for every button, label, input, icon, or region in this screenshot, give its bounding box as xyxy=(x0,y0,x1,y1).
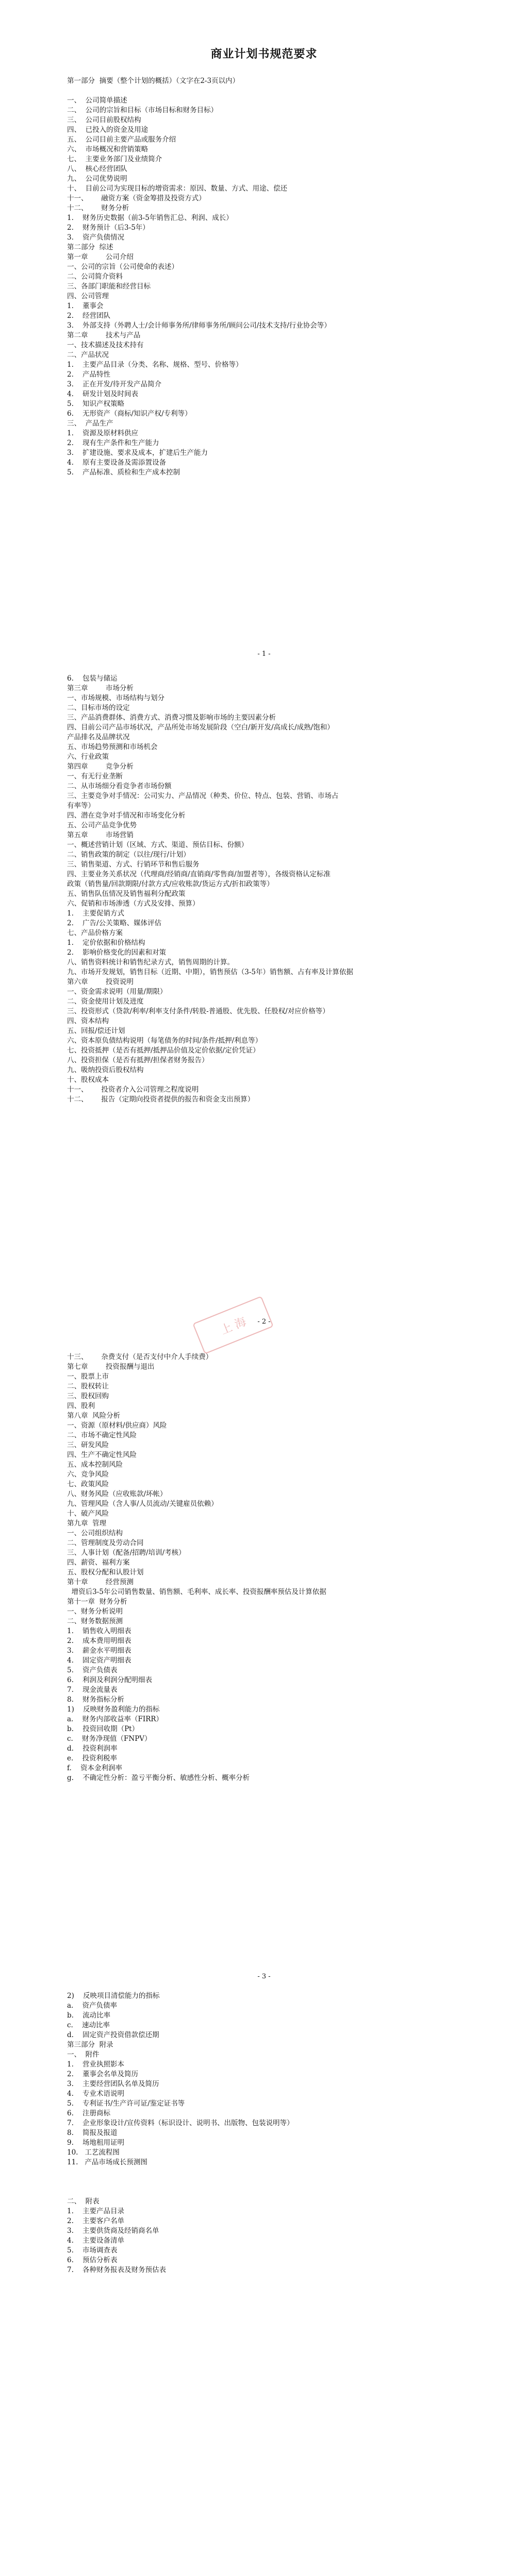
text-line: 四、公司管理 xyxy=(67,292,109,300)
text-line: 七、政策风险 xyxy=(67,1480,109,1488)
text-line: 第十章 经营预测 xyxy=(67,1578,134,1586)
text-line: 七、产品价格方案 xyxy=(67,929,123,937)
text-line: 第九章 管理 xyxy=(67,1519,107,1528)
text-line: 十、破产风险 xyxy=(67,1510,109,1518)
text-line: 3. 主要经营团队名单及简历 xyxy=(67,2080,159,2088)
text-line xyxy=(67,2187,490,2197)
text-line: 八、投资担保（是否有抵押/担保者财务报告） xyxy=(67,1056,209,1064)
text-line: g. 不确定性分析：盈亏平衡分析、敏感性分析、概率分析 xyxy=(67,1774,250,1782)
text-line: 四、主要业务关系状况（代理商/经销商/直销商/零售商/加盟者等），各级资格认定标准 xyxy=(67,870,331,878)
text-line: 八、 核心经营团队 xyxy=(67,165,127,173)
text-line: 4. 固定资产明细表 xyxy=(67,1656,131,1665)
stamp-watermark: 上 海 xyxy=(192,1296,273,1354)
text-line: 八、销售资料统计和销售纪录方式，销售周期的计算。 xyxy=(67,958,234,967)
text-line: 四、 已投入的资金及用途 xyxy=(67,126,148,134)
text-line: 1. 定价依据和价格结构 xyxy=(67,939,145,947)
text-line: 六、资本原负债结构说明（每笔债务的时间/条件/抵押/利息等） xyxy=(67,1037,262,1045)
text-line: 一、技术描述及技术持有 xyxy=(67,341,144,349)
text-line: 十一、 投资者介入公司管理之程度说明 xyxy=(67,1086,199,1094)
text-line: 第三部分 附录 xyxy=(67,2041,113,2049)
text-line: 1. 营业执照影本 xyxy=(67,2060,125,2069)
text-line: 4. 研发计划及时间表 xyxy=(67,390,139,398)
text-line: 第十一章 财务分析 xyxy=(67,1598,127,1606)
text-line: b. 投资回收期（Pt） xyxy=(67,1725,139,1733)
text-line: 二、资金使用计划及进度 xyxy=(67,997,144,1006)
text-line: 1. 主要产品目录 xyxy=(67,2207,125,2215)
text-line: 2. 成本费用明细表 xyxy=(67,1637,131,1645)
text-line: 五、回报/偿还计划 xyxy=(67,1027,125,1035)
text-line: 四、薪资、福利方案 xyxy=(67,1558,130,1567)
text-line: 一、 公司简单描述 xyxy=(67,96,127,105)
text-line: 3. 扩建设施、要求及成本，扩建后生产能力 xyxy=(67,449,208,457)
text-line: 第四章 竞争分析 xyxy=(67,762,134,771)
text-line: 一、 附件 xyxy=(67,2050,100,2059)
page-4-lines xyxy=(67,1991,490,2275)
page-number: - 3 - xyxy=(257,1973,271,1980)
text-line: 六、促销和市场渗透（方式及安排、预算） xyxy=(67,900,200,908)
text-line: b. 流动比率 xyxy=(67,2011,111,2020)
page-2 xyxy=(0,665,528,1332)
text-line: 一、财务分析说明 xyxy=(67,1607,123,1616)
text-line: 十、股权成本 xyxy=(67,1076,109,1084)
page-number: - 1 - xyxy=(257,650,271,658)
text-line: 九、市场开发规划，销售目标（近期、中期），销售预估（3-5年）销售额、占有率及计算依据 xyxy=(67,968,353,976)
text-line: 五、股权分配和认股计划 xyxy=(67,1568,144,1577)
text-line: 增资后3-5年公司销售数量、销售额、毛利率、成长率、投资报酬率预估及计算依据 xyxy=(67,1588,326,1596)
text-line: 十三、 杂费支付（是否支付中介人手续费） xyxy=(67,1353,213,1361)
text-line: 二、管理制度及劳动合同 xyxy=(67,1539,144,1547)
text-line: 五、公司产品竞争优势 xyxy=(67,821,137,829)
text-line: 二、财务数据预测 xyxy=(67,1617,123,1625)
text-line: 二、销售政策的制定（以往/现行/计划） xyxy=(67,851,190,859)
text-line: f. 资本金利润率 xyxy=(67,1764,122,1772)
text-line: 五、市场趋势预测和市场机会 xyxy=(67,743,158,751)
text-line: 6. 包装与储运 xyxy=(67,674,118,683)
text-line: 4. 专业术语说明 xyxy=(67,2090,125,2098)
text-line: 5. 资产负债表 xyxy=(67,1666,118,1674)
text-line: 有率等） xyxy=(67,802,95,810)
text-line: 七、 主要业务部门及业绩简介 xyxy=(67,155,162,163)
text-line: 第八章 风险分析 xyxy=(67,1412,121,1420)
text-line: 三、产品消费群体、消费方式、消费习惯及影响市场的主要因素分析 xyxy=(67,714,276,722)
text-line: 4. 主要设备清单 xyxy=(67,2236,125,2245)
text-line: 三、研发风险 xyxy=(67,1441,109,1449)
text-line: 2. 产品特性 xyxy=(67,370,111,379)
page-3 xyxy=(0,1332,528,1986)
text-line: 三、各部门职能和经营目标 xyxy=(67,282,151,291)
page-number: - 2 - xyxy=(257,1318,271,1326)
text-line: 七、投资抵押（是否有抵押/抵押品价值及定价依据/定价凭证） xyxy=(67,1046,260,1055)
page-1 xyxy=(0,0,528,665)
text-line: 三、销售渠道、方式、行销环节和售后服务 xyxy=(67,860,200,869)
text-line: 9. 场地租用证明 xyxy=(67,2139,125,2147)
text-line: 第二部分 综述 xyxy=(67,243,113,251)
text-line: 三、 公司目前股权结构 xyxy=(67,116,141,124)
text-line: 二、 公司的宗旨和目标（市场目标和财务目标） xyxy=(67,106,218,114)
text-line: 一、资金需求说明（用量/期限） xyxy=(67,988,167,996)
text-line: 第二章 技术与产品 xyxy=(67,331,141,340)
text-line: 5. 专利证书/生产许可证/鉴定证书等 xyxy=(67,2099,185,2108)
text-line: 二、产品状况 xyxy=(67,351,109,359)
text-line: 四、股利 xyxy=(67,1402,95,1410)
text-line: 九、 公司优势说明 xyxy=(67,175,127,183)
text-line: 2. 主要客户名单 xyxy=(67,2217,125,2225)
text-line: 2. 广告/公关策略、媒体评估 xyxy=(67,919,162,927)
text-line: 第三章 市场分析 xyxy=(67,684,134,692)
text-line: 九、管理风险（含人事/人员流动/关键雇员依赖） xyxy=(67,1500,218,1508)
text-line: 一、公司的宗旨（公司使命的表述） xyxy=(67,263,178,271)
text-line: a. 资产负债率 xyxy=(67,2002,118,2010)
text-line: 三、股权回购 xyxy=(67,1392,109,1400)
text-line: 3. 资产负债情况 xyxy=(67,233,125,242)
text-line: 10. 工艺流程图 xyxy=(67,2148,120,2157)
text-line: 2. 影响价格变化的因素和对策 xyxy=(67,948,167,957)
page-4 xyxy=(0,1986,528,2576)
text-line: 二、目标市场的设定 xyxy=(67,704,130,712)
text-line: 1. 主要产品目录（分类、名称、规格、型号、价格等） xyxy=(67,361,243,369)
text-line: 第一章 公司介绍 xyxy=(67,253,134,261)
text-line xyxy=(67,2167,490,2177)
text-line: 2. 现有生产条件和生产能力 xyxy=(67,439,159,447)
text-line: 五、 公司目前主要产品或服务介绍 xyxy=(67,135,176,144)
text-line: 二、公司简介资料 xyxy=(67,273,123,281)
text-line: 五、销售队伍情况及销售福利分配政策 xyxy=(67,890,186,898)
text-line: 二、股权转让 xyxy=(67,1382,109,1391)
text-line: 第五章 市场营销 xyxy=(67,831,134,839)
text-line: 一、股票上市 xyxy=(67,1372,109,1381)
text-line: 7. 各种财务报表及财务预估表 xyxy=(67,2266,167,2274)
text-line: 1. 董事会 xyxy=(67,302,104,310)
text-line: 六、 市场概况和营销策略 xyxy=(67,145,148,154)
text-line: 二、 附表 xyxy=(67,2197,100,2206)
text-line: c. 财务净现值（FNPV） xyxy=(67,1735,152,1743)
text-line: 11. 产品市场成长预测图 xyxy=(67,2158,147,2166)
text-line: 6. 利润及利润分配明细表 xyxy=(67,1676,153,1684)
text-line: 5. 市场调查表 xyxy=(67,2246,118,2255)
text-line: 8. 财务指标分析 xyxy=(67,1696,125,1704)
text-line: 五、成本控制风险 xyxy=(67,1461,123,1469)
text-line: 四、资本结构 xyxy=(67,1017,109,1025)
text-line: 六、竞争风险 xyxy=(67,1470,109,1479)
document-title: 商业计划书规范要求 xyxy=(210,47,318,61)
text-line xyxy=(67,86,490,96)
text-line: 九、吸纳投资后股权结构 xyxy=(67,1066,144,1074)
text-line: 6. 无形资产（商标/知识产权/专利等） xyxy=(67,410,192,418)
text-line: 一、公司组织结构 xyxy=(67,1529,123,1537)
text-line: 四、目前公司产品市场状况，产品所处市场发展阶段（空白/新开发/高成长/成熟/饱和） xyxy=(67,723,334,732)
text-line: 四、潜在竞争对手情况和市场变化分析 xyxy=(67,811,186,820)
text-line: 5. 知识产权策略 xyxy=(67,400,125,408)
text-line: 8. 简报及报道 xyxy=(67,2129,118,2137)
text-line: 3. 薪金水平明细表 xyxy=(67,1647,131,1655)
text-line: 7. 现金流量表 xyxy=(67,1686,118,1694)
text-line: 2) 反映项目清偿能力的指标 xyxy=(67,1992,160,2000)
text-line: 十一、 融资方案（资金筹措及投资方式） xyxy=(67,194,206,202)
text-line: 十、 目前公司为实现目标的增资需求：原因、数量、方式、用途、偿还 xyxy=(67,184,288,193)
text-line: 3. 主要供货商及经销商名单 xyxy=(67,2227,159,2235)
text-line: 产品排名及品牌状况 xyxy=(67,733,130,741)
text-line: 第六章 投资说明 xyxy=(67,978,134,986)
text-line: 一、有无行业垄断 xyxy=(67,772,123,781)
page-2-lines xyxy=(67,674,490,1105)
text-line: a. 财务内部收益率（FIRR） xyxy=(67,1715,163,1723)
text-line: 4. 原有主要设备及需添置设备 xyxy=(67,459,167,467)
text-line: d. 固定资产投资借款偿还期 xyxy=(67,2031,159,2039)
text-line: 六、行业政策 xyxy=(67,753,109,761)
text-line: 6. 预估分析表 xyxy=(67,2256,118,2264)
text-line: e. 投资利税率 xyxy=(67,1754,117,1762)
text-line: 三、投资形式（贷款/利率/利率支付条件/转股-普通股、优先股、任股权/对应价格等） xyxy=(67,1007,329,1015)
text-line: 3. 外部支持（外聘人士/会计师事务所/律师事务所/顾问公司/技术支持/行业协会等） xyxy=(67,321,331,330)
text-line: 1. 资源及原材料供应 xyxy=(67,429,139,437)
text-line: 一、市场规模、市场结构与划分 xyxy=(67,694,164,702)
text-line: 第七章 投资报酬与退出 xyxy=(67,1363,155,1371)
text-line: 三、主要竞争对手情况：公司实力、产品情况（种类、价位、特点、包装、营销、市场占 xyxy=(67,792,339,800)
text-line: 7. 企业形象设计/宣传资料（标识设计、说明书、出版物、包装说明等） xyxy=(67,2119,294,2127)
text-line: 3. 正在开发/待开发产品简介 xyxy=(67,380,162,388)
text-line: 5. 产品标准、质检和生产成本控制 xyxy=(67,468,180,477)
text-line: 2. 经营团队 xyxy=(67,312,111,320)
text-line: 1. 主要促销方式 xyxy=(67,909,125,918)
text-line: 十二、 报告（定期向投资者提供的报告和资金支出预算） xyxy=(67,1095,255,1104)
text-line: d. 投资利润率 xyxy=(67,1744,118,1753)
text-line: 三、 产品生产 xyxy=(67,419,113,428)
text-line: 1. 销售收入明细表 xyxy=(67,1627,131,1635)
text-line: 一、资源（原材料/供应商）风险 xyxy=(67,1421,167,1430)
text-line: 一、概述营销计划（区域、方式、渠道、预估目标、份额） xyxy=(67,841,248,849)
text-line: 第一部分 摘要（整个计划的概括）（文字在2-3页以内） xyxy=(67,77,240,85)
text-line: 1. 财务历史数据（前3-5年销售汇总、利润、成长） xyxy=(67,214,233,222)
text-line: 6. 注册商标 xyxy=(67,2109,111,2117)
text-line: 二、市场不确定性风险 xyxy=(67,1431,137,1439)
text-line: 2. 董事会名单及简历 xyxy=(67,2070,139,2078)
page-3-lines xyxy=(67,1352,490,1783)
text-line: 1) 反映财务盈利能力的指标 xyxy=(67,1705,160,1714)
text-line: 四、生产不确定性风险 xyxy=(67,1451,137,1459)
text-line: c. 速动比率 xyxy=(67,2021,110,2029)
page-1-lines xyxy=(67,76,490,478)
text-line: 八、财务风险（应收账款/坏帐） xyxy=(67,1490,167,1498)
text-line xyxy=(67,2177,490,2187)
text-line: 二、从市场细分看竞争者市场份额 xyxy=(67,782,172,790)
text-line: 十二、 财务分析 xyxy=(67,204,129,212)
text-line: 三、人事计划（配备/招聘/培训/考核） xyxy=(67,1549,186,1557)
text-line: 2. 财务预计（后3-5年） xyxy=(67,224,150,232)
text-line: 政策（销售量/回款期限/付款方式/应收账款/货运方式/折扣政策等） xyxy=(67,880,274,888)
